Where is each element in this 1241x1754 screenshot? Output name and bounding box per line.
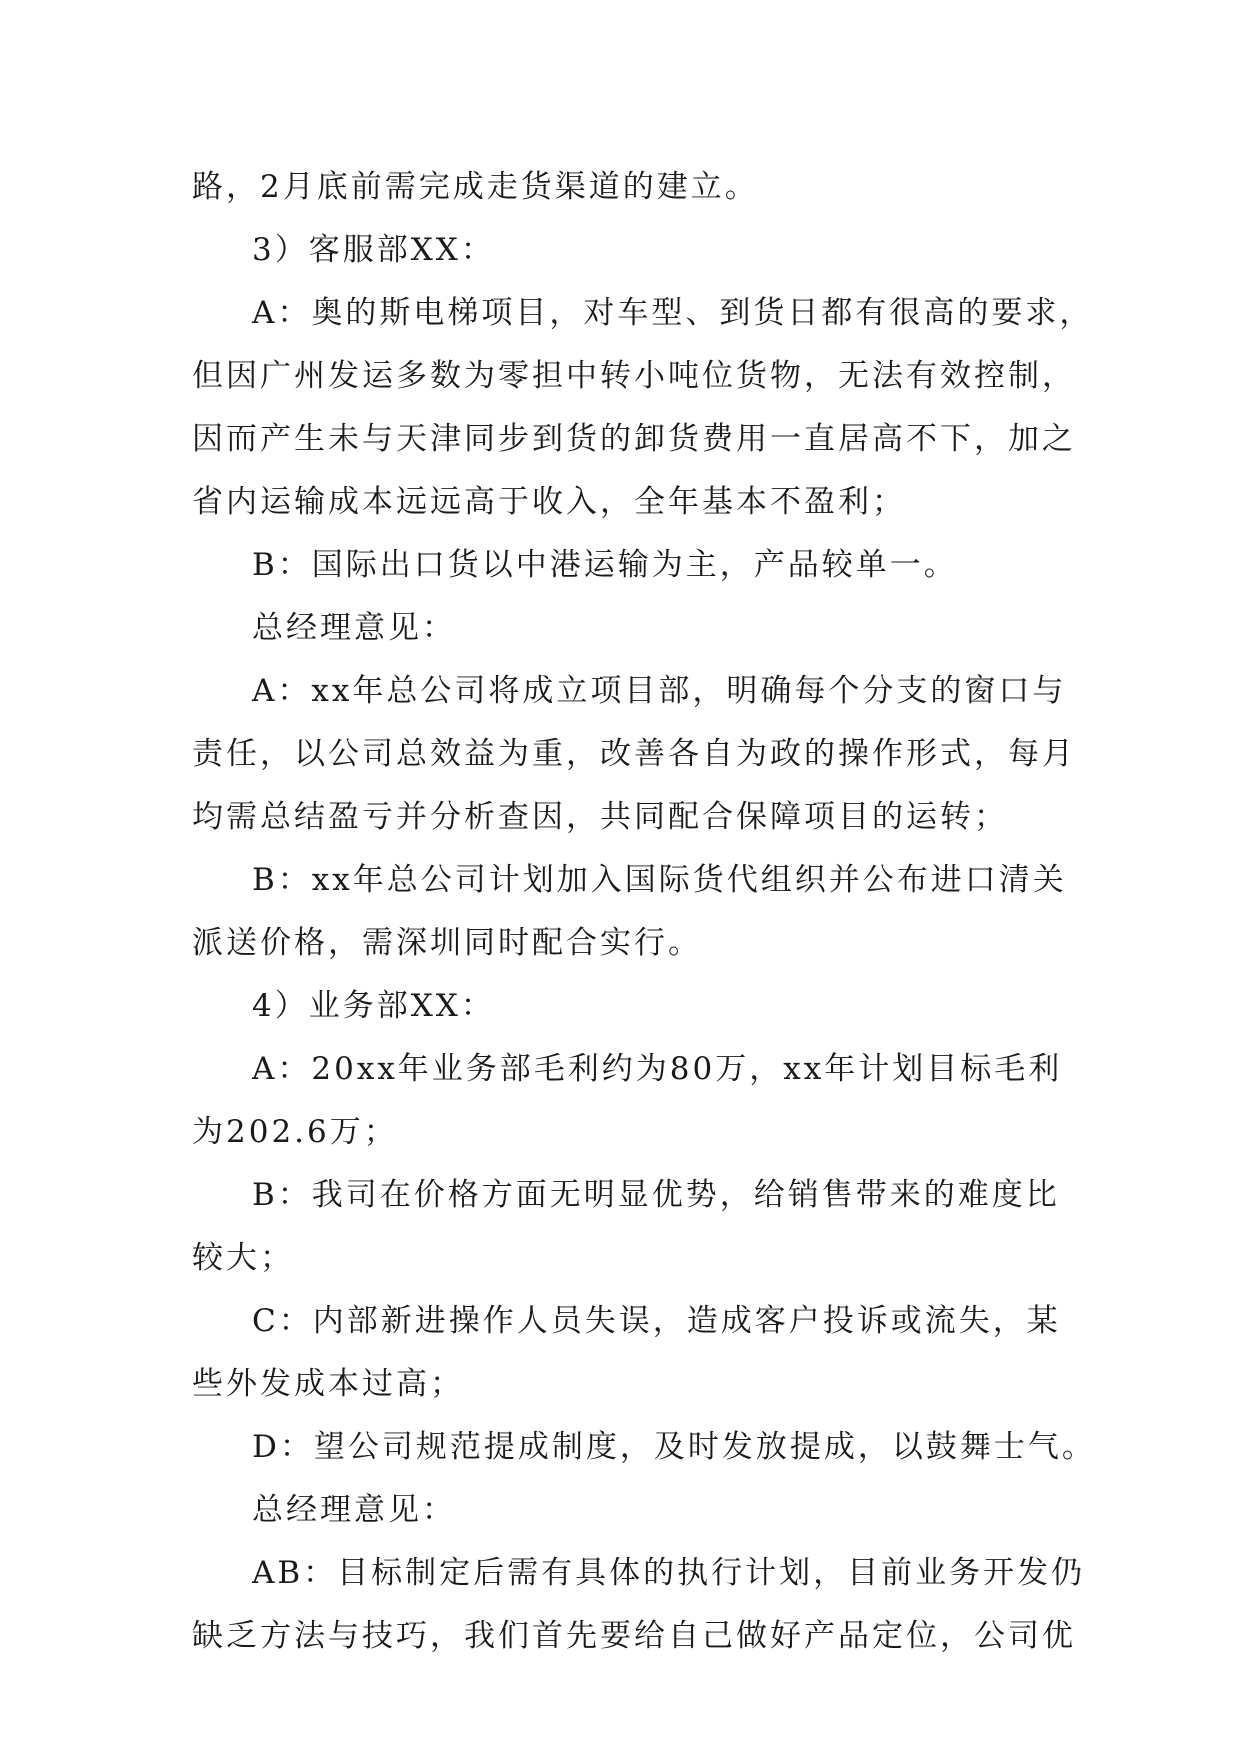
text-line: 3）客服部XX：	[252, 232, 495, 268]
text-line: 为202.6万；	[192, 1114, 398, 1150]
text-line: 责任，以公司总效益为重，改善各自为政的操作形式，每月	[192, 736, 1076, 772]
text-line: 派送价格，需深圳同时配合实行。	[192, 925, 702, 961]
text-line: 路，2月底前需完成走货渠道的建立。	[192, 169, 759, 205]
text-line: 但因广州发运多数为零担中转小吨位货物，无法有效控制，	[192, 358, 1076, 394]
text-line: 总经理意见：	[252, 1492, 456, 1528]
text-line: 省内运输成本远远高于收入，全年基本不盈利；	[192, 484, 906, 520]
text-line: B：xx年总公司计划加入国际货代组织并公布进口清关	[252, 862, 1067, 898]
text-line: 均需总结盈亏并分析查因，共同配合保障项目的运转；	[192, 799, 1008, 835]
text-line: B：国际出口货以中港运输为主，产品较单一。	[252, 547, 958, 583]
text-line: A：xx年总公司将成立项目部，明确每个分支的窗口与	[252, 673, 1067, 709]
text-line: AB：目标制定后需有具体的执行计划，目前业务开发仍	[252, 1555, 1086, 1591]
text-line: 较大；	[192, 1240, 294, 1276]
text-line: A：20xx年业务部毛利约为80万，xx年计划目标毛利	[252, 1051, 1063, 1087]
text-line: D：望公司规范提成制度，及时发放提成，以鼓舞士气。	[252, 1429, 1096, 1465]
text-line: A：奥的斯电梯项目，对车型、到货日都有很高的要求，	[252, 295, 1094, 331]
text-line: 总经理意见：	[252, 610, 456, 646]
text-line: 因而产生未与天津同步到货的卸货费用一直居高不下，加之	[192, 421, 1076, 457]
text-line: B：我司在价格方面无明显优势，给销售带来的难度比	[252, 1177, 1060, 1213]
text-line: C：内部新进操作人员失误，造成客户投诉或流失，某	[252, 1303, 1061, 1339]
text-line: 缺乏方法与技巧，我们首先要给自己做好产品定位，公司优	[192, 1618, 1076, 1654]
text-line: 些外发成本过高；	[192, 1366, 464, 1402]
text-line: 4）业务部XX：	[252, 988, 495, 1024]
